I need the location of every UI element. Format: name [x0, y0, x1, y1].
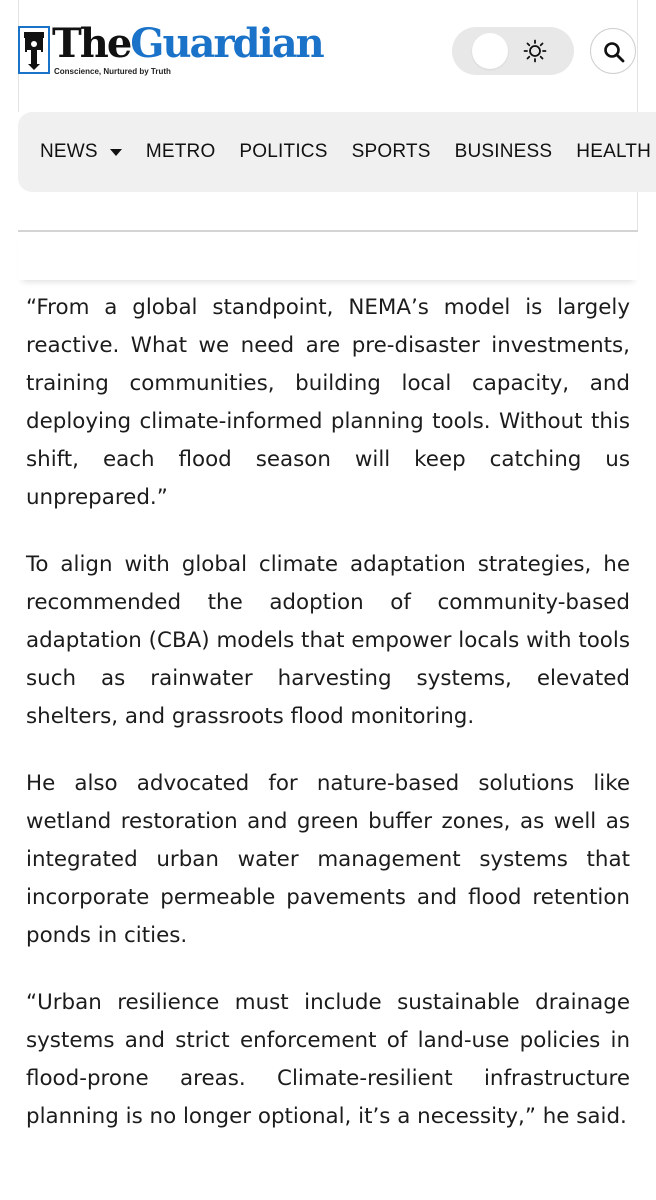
- main-nav: [18, 112, 656, 192]
- article-paragraph: He also advocated for nature-based solutions like wetland restoration and green buffer zones, as well as integrated urban water management systems that incorporate permeable pavements and flood retention ponds in cities.: [26, 771, 630, 948]
- nav-item-business[interactable]: BUSINESS: [454, 141, 553, 162]
- logo-text-guardian: Guardian: [130, 20, 323, 67]
- nav-item-sports[interactable]: SPORTS: [351, 141, 431, 162]
- logo-text-the: The: [52, 20, 131, 67]
- sun-icon: [523, 39, 547, 63]
- logo-tagline: Conscience, Nurtured by Truth: [54, 67, 171, 76]
- search-button[interactable]: [590, 28, 636, 74]
- toggle-knob: [472, 33, 508, 69]
- nav-item-label: NEWS: [40, 141, 98, 162]
- site-header: [18, 0, 638, 100]
- nav-item-news[interactable]: [40, 141, 122, 163]
- search-icon: [602, 40, 626, 64]
- theme-toggle[interactable]: [452, 27, 574, 75]
- logo-wordmark: [52, 22, 323, 66]
- nav-item-politics[interactable]: POLITICS: [239, 141, 328, 162]
- nav-list: [18, 112, 651, 192]
- nav-item-metro[interactable]: METRO: [145, 141, 216, 162]
- article-paragraph: “Urban resilience must include sustainable drainage systems and strict enforcement of land-use policies in flood-prone areas. Climate-resilient infrastructure planning is no longer optional, it’s a necessity,” he said.: [26, 990, 630, 1129]
- article-paragraph: “From a global standpoint, NEMA’s model is largely reactive. What we need are pre-disaster investments, training communities, building local capacity, and deploying climate-informed planning tools. Without this shift, each flood season will keep catching us unprepared.”: [26, 295, 630, 510]
- chevron-down-icon: [110, 149, 122, 156]
- guardian-emblem-icon: [18, 26, 50, 74]
- ad-strip: [18, 232, 638, 280]
- article-body: [26, 289, 630, 1165]
- site-logo[interactable]: [18, 20, 328, 78]
- nav-item-health[interactable]: HEALTH: [576, 141, 652, 162]
- article-paragraph: To align with global climate adaptation strategies, he recommended the adoption of community-based adaptation (CBA) models that empower locals with tools such as rainwater harvesting systems, elevated shelters, and grassroots flood monitoring.: [26, 552, 630, 729]
